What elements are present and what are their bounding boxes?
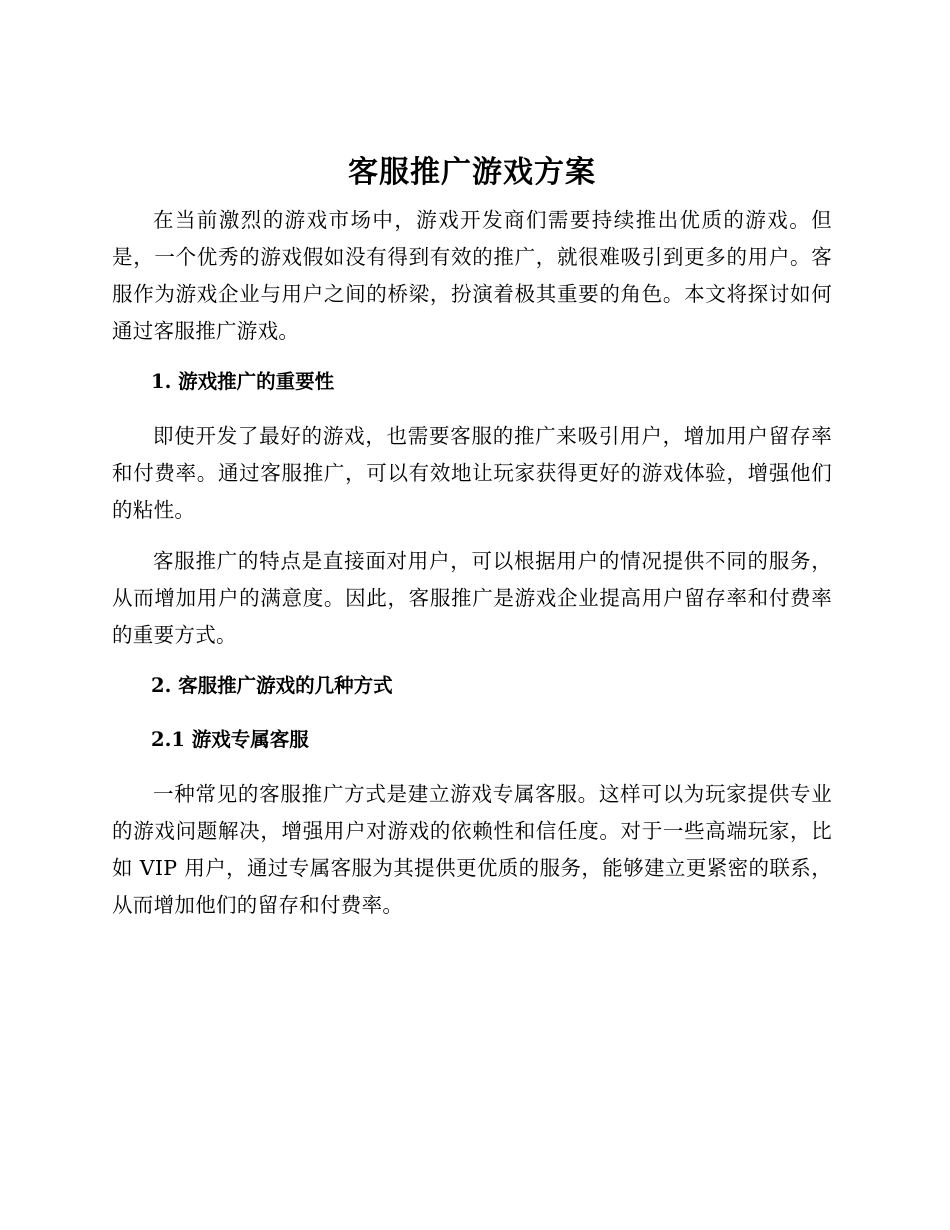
document-body (112, 150, 832, 938)
section-1-heading: 1. 游戏推广的重要性 (151, 370, 335, 393)
subsection-2-1-heading: 2.1 游戏专属客服 (151, 728, 309, 751)
section-2-heading: 2. 客服推广游戏的几种方式 (151, 674, 393, 697)
document-title: 客服推广游戏方案 (348, 155, 596, 190)
subsection-2-1-paragraph-1: 一种常见的客服推广方式是建立游戏专属客服。这样可以为玩家提供专业的游戏问题解决，增强用户对游戏的依赖性和信任度。对于一些高端玩家，比如 VIP 用户，通过专属客服为其提供更优质的服务，能够建立更紧密的联系，从而增加他们的留存和付费率。 (112, 782, 832, 917)
section-1-paragraph-1: 即使开发了最好的游戏，也需要客服的推广来吸引用户，增加用户留存率和付费率。通过客服推广，可以有效地让玩家获得更好的游戏体验，增强他们的粘性。 (112, 424, 832, 522)
section-1-paragraph-2: 客服推广的特点是直接面对用户，可以根据用户的情况提供不同的服务，从而增加用户的满意度。因此，客服推广是游戏企业提高用户留存率和付费率的重要方式。 (112, 549, 832, 647)
intro-paragraph: 在当前激烈的游戏市场中，游戏开发商们需要持续推出优质的游戏。但是，一个优秀的游戏假如没有得到有效的推广，就很难吸引到更多的用户。客服作为游戏企业与用户之间的桥梁，扮演着极其重要的角色。本文将探讨如何通过客服推广游戏。 (112, 208, 832, 343)
